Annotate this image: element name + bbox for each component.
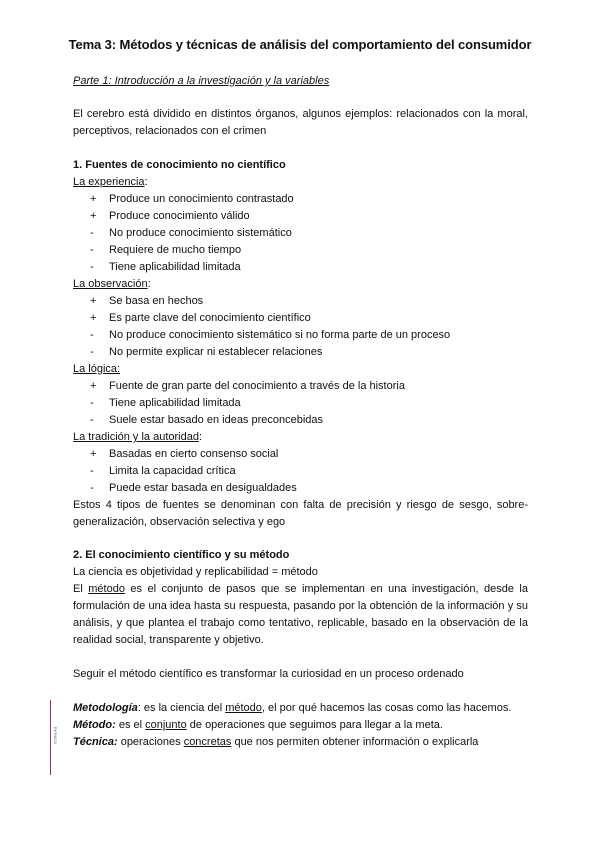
list-item: + Se basa en hechos: [90, 295, 204, 307]
list-item: - Tiene aplicabilidad limitada: [90, 397, 241, 409]
side-ad-marker: [50, 700, 62, 775]
section-2: [73, 547, 528, 683]
experiencia-label: La experiencia:: [73, 176, 148, 188]
section-2-closing: Seguir el método científico es transformar la curiosidad en un proceso ordenado: [73, 668, 464, 680]
side-tag: Scribd Ad: [52, 726, 58, 745]
part-heading: Parte 1: Introducción a la investigación y la variables: [73, 75, 330, 87]
section-1: [73, 157, 528, 531]
list-item: - No produce conocimiento sistemático: [90, 227, 292, 239]
section-2-heading: 2. El conocimiento científico y su método: [73, 549, 290, 561]
page-title: Tema 3: Métodos y técnicas de análisis del comportamiento del consumidor: [68, 37, 532, 52]
logica-label: La lógica:: [73, 363, 121, 375]
list-item: + Basadas en cierto consenso social: [90, 448, 279, 460]
section-1-heading: 1. Fuentes de conocimiento no científico: [73, 159, 286, 171]
observacion-label: La observación:: [73, 278, 151, 290]
list-item: - Puede estar basada en desigualdades: [90, 482, 297, 494]
def-tecnica: Técnica: operaciones concretas que nos permiten obtener información o explicarla: [73, 736, 479, 748]
list-item: - Suele estar basado en ideas preconcebidas: [90, 414, 324, 426]
list-item: - Tiene aplicabilidad limitada: [90, 261, 241, 273]
list-item: - Requiere de mucho tiempo: [90, 244, 242, 256]
section-2-line: La ciencia es objetividad y replicabilidad = método: [73, 566, 318, 578]
list-item: - Limita la capacidad crítica: [90, 465, 236, 477]
definitions: [73, 700, 528, 751]
list-item: + Es parte clave del conocimiento científico: [90, 312, 311, 324]
list-item: - No produce conocimiento sistemático si no forma parte de un proceso: [90, 329, 451, 341]
def-metodo: Método: es el conjunto de operaciones que seguimos para llegar a la meta.: [73, 719, 443, 731]
observacion-list: [73, 293, 528, 361]
intro-paragraph: El cerebro está dividido en distintos órganos, algunos ejemplos: relacionados con la moral, perceptivos, relacionados con el crimen: [73, 108, 528, 137]
def-metodologia: Metodología: es la ciencia del método, el por qué hacemos las cosas como las hacemos.: [73, 702, 512, 714]
tradicion-label: La tradición y la autoridad:: [73, 431, 203, 443]
experiencia-list: [73, 191, 528, 276]
logica-list: [73, 378, 528, 429]
side-bar: [50, 700, 51, 775]
list-item: + Produce un conocimiento contrastado: [90, 193, 294, 205]
list-item: + Produce conocimiento válido: [90, 210, 250, 222]
list-item: - No permite explicar ni establecer relaciones: [90, 346, 323, 358]
method-paragraph: El método es el conjunto de pasos que se implementan en una investigación, desde la formulación de una idea hasta su respuesta, pasando por la obtención de la información y su análisis, y que plantea el trabajo como tentativo, replicable, basado en la observación de la realidad social, transparente y objetivo.: [73, 583, 528, 646]
tradicion-list: [73, 446, 528, 497]
section-1-summary: Estos 4 tipos de fuentes se denominan con falta de precisión y riesgo de sesgo, sobre-generalización, observación selectiva y ego: [73, 499, 528, 528]
list-item: + Fuente de gran parte del conocimiento a través de la historia: [90, 380, 405, 392]
